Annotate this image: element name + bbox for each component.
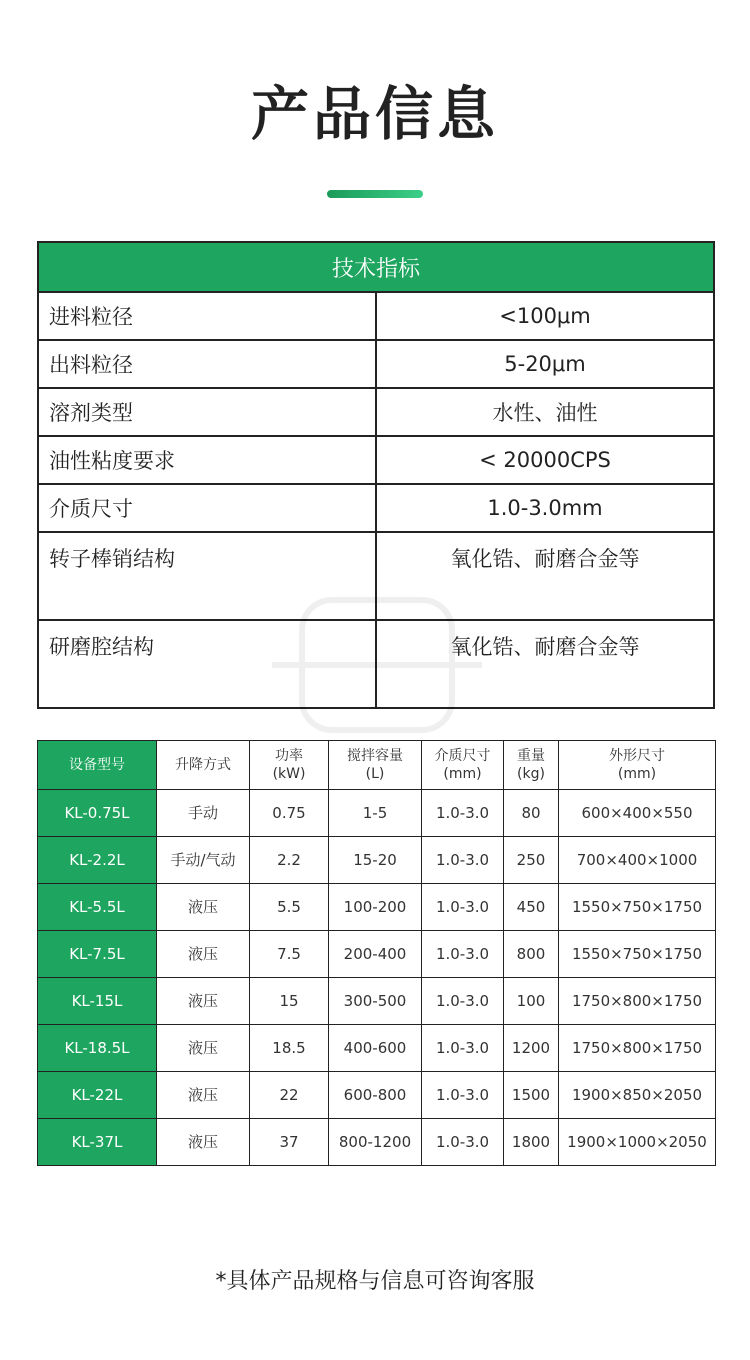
page-title: 产品信息 bbox=[250, 80, 499, 148]
table-cell: 800-1200 bbox=[329, 1119, 422, 1166]
model-name-cell: KL-5.5L bbox=[38, 884, 157, 931]
spec-value: 1.0-3.0mm bbox=[376, 484, 714, 532]
table-cell: 1.0-3.0 bbox=[422, 884, 504, 931]
table-cell: 1900×1000×2050 bbox=[559, 1119, 716, 1166]
table-row bbox=[38, 931, 716, 978]
table-row bbox=[38, 388, 714, 436]
table-cell: 1500 bbox=[504, 1072, 559, 1119]
column-header bbox=[157, 741, 250, 790]
model-name-cell: KL-37L bbox=[38, 1119, 157, 1166]
column-header-unit: (kW) bbox=[272, 766, 306, 782]
table-cell: 1.0-3.0 bbox=[422, 837, 504, 884]
table-row bbox=[38, 1025, 716, 1072]
table-cell: 80 bbox=[504, 790, 559, 837]
spec-key: 介质尺寸 bbox=[38, 484, 376, 532]
column-header bbox=[329, 741, 422, 790]
spec-key: 溶剂类型 bbox=[38, 388, 376, 436]
table-row bbox=[38, 436, 714, 484]
spec-table-header: 技术指标 bbox=[38, 242, 714, 292]
column-header-label: 升降方式 bbox=[175, 757, 231, 773]
table-cell: 1750×800×1750 bbox=[559, 978, 716, 1025]
table-cell: 22 bbox=[250, 1072, 329, 1119]
model-name-cell: KL-18.5L bbox=[38, 1025, 157, 1072]
column-header bbox=[504, 741, 559, 790]
table-row bbox=[38, 532, 714, 620]
table-cell: 250 bbox=[504, 837, 559, 884]
table-cell: 1.0-3.0 bbox=[422, 1119, 504, 1166]
spec-value: <100μm bbox=[376, 292, 714, 340]
column-header bbox=[38, 741, 157, 790]
table-row bbox=[38, 884, 716, 931]
table-cell: 1.0-3.0 bbox=[422, 1072, 504, 1119]
spec-value: 氧化锆、耐磨合金等 bbox=[376, 532, 714, 620]
table-row bbox=[38, 837, 716, 884]
table-cell: 液压 bbox=[157, 978, 250, 1025]
table-row bbox=[38, 790, 716, 837]
model-name-cell: KL-22L bbox=[38, 1072, 157, 1119]
table-row bbox=[38, 484, 714, 532]
column-header bbox=[559, 741, 716, 790]
table-header-row bbox=[38, 741, 716, 790]
table-row bbox=[38, 620, 714, 708]
table-cell: 400-600 bbox=[329, 1025, 422, 1072]
table-cell: 300-500 bbox=[329, 978, 422, 1025]
table-cell: 700×400×1000 bbox=[559, 837, 716, 884]
table-cell: 450 bbox=[504, 884, 559, 931]
table-cell: 18.5 bbox=[250, 1025, 329, 1072]
table-cell: 5.5 bbox=[250, 884, 329, 931]
spec-key: 油性粘度要求 bbox=[38, 436, 376, 484]
column-header-label: 外形尺寸 bbox=[609, 748, 665, 764]
table-row bbox=[38, 1072, 716, 1119]
title-underline bbox=[327, 190, 423, 198]
table-cell: 液压 bbox=[157, 1025, 250, 1072]
column-header bbox=[422, 741, 504, 790]
table-cell: 1.0-3.0 bbox=[422, 1025, 504, 1072]
column-header bbox=[250, 741, 329, 790]
spec-value: 氧化锆、耐磨合金等 bbox=[376, 620, 714, 708]
table-cell: 液压 bbox=[157, 884, 250, 931]
table-cell: 2.2 bbox=[250, 837, 329, 884]
table-row bbox=[38, 340, 714, 388]
column-header-unit: (kg) bbox=[517, 766, 545, 782]
spec-value: 5-20μm bbox=[376, 340, 714, 388]
table-cell: 15 bbox=[250, 978, 329, 1025]
spec-key: 进料粒径 bbox=[38, 292, 376, 340]
spec-key: 研磨腔结构 bbox=[38, 620, 376, 708]
table-cell: 1900×850×2050 bbox=[559, 1072, 716, 1119]
model-name-cell: KL-15L bbox=[38, 978, 157, 1025]
model-name-cell: KL-2.2L bbox=[38, 837, 157, 884]
table-row bbox=[38, 978, 716, 1025]
column-header-label: 介质尺寸 bbox=[434, 748, 491, 764]
table-cell: 手动 bbox=[157, 790, 250, 837]
table-row bbox=[38, 1119, 716, 1166]
table-cell: 800 bbox=[504, 931, 559, 978]
column-header-unit: (mm) bbox=[443, 766, 482, 782]
table-cell: 600-800 bbox=[329, 1072, 422, 1119]
table-cell: 1750×800×1750 bbox=[559, 1025, 716, 1072]
table-cell: 1550×750×1750 bbox=[559, 931, 716, 978]
model-name-cell: KL-7.5L bbox=[38, 931, 157, 978]
spec-key: 转子棒销结构 bbox=[38, 532, 376, 620]
table-cell: 1.0-3.0 bbox=[422, 978, 504, 1025]
table-cell: 液压 bbox=[157, 1119, 250, 1166]
column-header-label: 搅拌容量 bbox=[347, 748, 403, 764]
table-cell: 1200 bbox=[504, 1025, 559, 1072]
column-header-label: 功率 bbox=[275, 748, 303, 764]
table-row bbox=[38, 292, 714, 340]
spec-value: 水性、油性 bbox=[376, 388, 714, 436]
table-cell: 1.0-3.0 bbox=[422, 931, 504, 978]
table-cell: 200-400 bbox=[329, 931, 422, 978]
table-cell: 100 bbox=[504, 978, 559, 1025]
spec-value: < 20000CPS bbox=[376, 436, 714, 484]
spec-table bbox=[37, 241, 715, 709]
table-cell: 0.75 bbox=[250, 790, 329, 837]
table-cell: 600×400×550 bbox=[559, 790, 716, 837]
table-cell: 1.0-3.0 bbox=[422, 790, 504, 837]
column-header-label: 重量 bbox=[517, 748, 545, 764]
model-table bbox=[37, 740, 716, 1166]
table-cell: 液压 bbox=[157, 931, 250, 978]
spec-key: 出料粒径 bbox=[38, 340, 376, 388]
column-header-label: 设备型号 bbox=[69, 757, 125, 773]
table-cell: 1550×750×1750 bbox=[559, 884, 716, 931]
table-cell: 1800 bbox=[504, 1119, 559, 1166]
column-header-unit: (L) bbox=[365, 766, 385, 782]
table-cell: 7.5 bbox=[250, 931, 329, 978]
table-cell: 液压 bbox=[157, 1072, 250, 1119]
column-header-unit: (mm) bbox=[617, 766, 657, 782]
model-name-cell: KL-0.75L bbox=[38, 790, 157, 837]
table-cell: 37 bbox=[250, 1119, 329, 1166]
footer-note: *具体产品规格与信息可咨询客服 bbox=[215, 1269, 535, 1294]
table-cell: 手动/气动 bbox=[157, 837, 250, 884]
table-cell: 1-5 bbox=[329, 790, 422, 837]
table-cell: 100-200 bbox=[329, 884, 422, 931]
table-cell: 15-20 bbox=[329, 837, 422, 884]
